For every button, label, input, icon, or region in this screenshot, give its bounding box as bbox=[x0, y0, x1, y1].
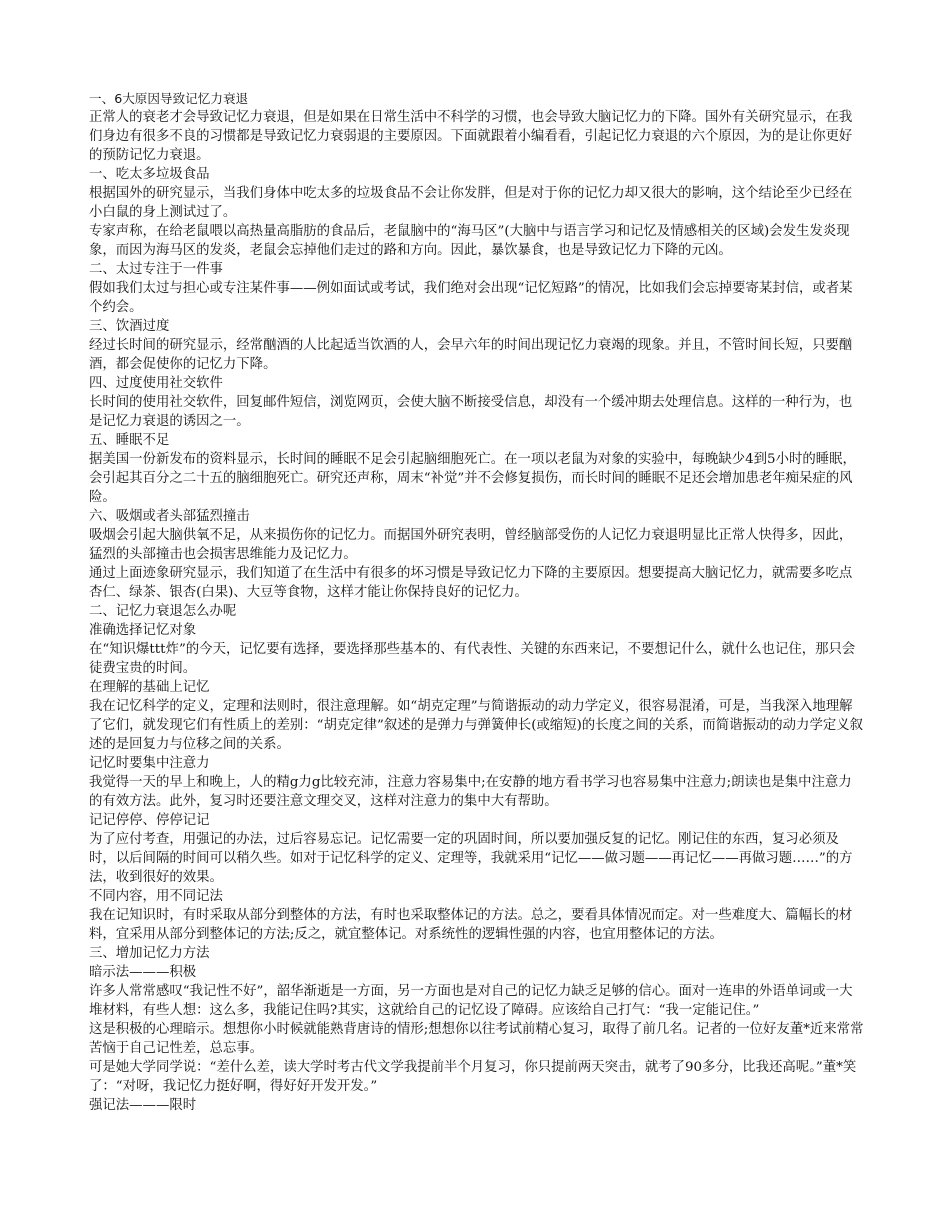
subheading-different-methods: 不同内容，用不同记法 bbox=[89, 889, 223, 904]
intro-paragraph: 正常人的衰老才会导致记忆力衰退，但是如果在日常生活中不科学的习惯，也会导致大脑记忆力的下降。国外有关研究显示，在我们身边有很多不良的习惯都是导致记忆力衰弱退的主要原因。下面就跟着小编看看，引起记忆力衰退的六个原因，为的是让你更好的预防记忆力衰退。 bbox=[89, 110, 853, 163]
paragraph-understanding: 我在记忆科学的定义，定理和法则时，很注意理解。如“胡克定理”与简谐振动的动力学定义，很容易混淆，可是，当我深入地理解了它们，就发现它们有性质上的差别：“胡克定律”叙述的是弹力与弹簧伸长(或缩短)的长度之间的关系，而简谐振动的动力学定义叙述的是回复力与位移之间的关系。 bbox=[89, 699, 864, 752]
paragraph-social-software: 长时间的使用社交软件，回复邮件短信，浏览网页，会使大脑不断接受信息，却没有一个缓冲期去处理信息。这样的一种行为，也是记忆力衰退的诱因之一。 bbox=[89, 395, 853, 429]
paragraph-choose-objects: 在“知识爆ttt炸”的今天，记忆要有选择，要选择那些基本的、有代表性、关键的东西来记，不要想记什么，就什么也记住，那只会徒费宝贵的时间。 bbox=[89, 642, 856, 676]
paragraph-suggestion-2: 这是积极的心理暗示。想想你小时候就能熟背唐诗的情形;想想你以往考试前精心复习，取得了前几名。记者的一位好友董*近来常常苦恼于自己记性差，总忘事。 bbox=[89, 1022, 864, 1056]
subheading-choose-objects: 准确选择记忆对象 bbox=[89, 623, 197, 638]
paragraph-junk-food-1: 根据国外的研究显示，当我们身体中吃太多的垃圾食品不会让你发胖，但是对于你的记忆力却又很大的影响，这个结论至少已经在小白鼠的身上测试过了。 bbox=[89, 186, 853, 220]
paragraph-attention: 我觉得一天的早上和晚上，人的精g力g比较充沛，注意力容易集中;在安静的地方看书学习也容易集中注意力;朗读也是集中注意力的有效方法。此外，复习时还要注意文理交叉，这样对注意力的集中大有帮助。 bbox=[89, 775, 852, 809]
subheading-suggestion: 暗示法———积极 bbox=[89, 965, 197, 980]
subheading-forced-memory: 强记法———限时 bbox=[89, 1098, 197, 1113]
subheading-understanding: 在理解的基础上记忆 bbox=[89, 680, 210, 695]
document-page bbox=[89, 89, 864, 1115]
paragraph-smoking: 吸烟会引起大脑供氧不足，从来损伤你的记忆力。而据国外研究表明，曾经脑部受伤的人记忆力衰退明显比正常人快得多，因此，猛烈的头部撞击也会损害思维能力及记忆力。 bbox=[89, 528, 853, 562]
paragraph-sleep: 据美国一份新发布的资料显示，长时间的睡眠不足会引起脑细胞死亡。在一项以老鼠为对象的实验中，每晚缺少4到5小时的睡眠，会引起其百分之二十五的脑细胞死亡。研究还声称，周末“补觉”并不会修复损伤，而长时间的睡眠不足还会增加患老年痴呆症的风险。 bbox=[89, 452, 856, 505]
subheading-smoking: 六、吸烟或者头部猛烈撞击 bbox=[89, 509, 250, 524]
subheading-focus: 二、太过专注于一件事 bbox=[89, 262, 223, 277]
subheading-sleep: 五、睡眠不足 bbox=[89, 433, 170, 448]
section-heading-methods: 三、增加记忆力方法 bbox=[89, 946, 210, 961]
subheading-social-software: 四、过度使用社交软件 bbox=[89, 376, 223, 391]
subheading-repetition: 记记停停、停停记记 bbox=[89, 813, 210, 828]
section-heading-remedies: 二、记忆力衰退怎么办呢 bbox=[89, 604, 237, 619]
paragraph-repetition: 为了应付考查，用强记的办法，过后容易忘记。记忆需要一定的巩固时间，所以要加强反复的记忆。刚记住的东西，复习必须及时，以后间隔的时间可以稍久些。如对于记忆科学的定义、定理等，我就采用“记忆——做习题——再记忆——再做习题……”的方法，收到很好的效果。 bbox=[89, 832, 853, 885]
paragraph-focus: 假如我们太过与担心或专注某件事——例如面试或考试，我们绝对会出现“记忆短路”的情况，比如我们会忘掉要寄某封信，或者某个约会。 bbox=[89, 281, 853, 315]
paragraph-summary: 通过上面迹象研究显示，我们知道了在生活中有很多的坏习惯是导致记忆力下降的主要原因。想要提高大脑记忆力，就需要多吃点杏仁、绿茶、银杏(白果)、大豆等食物，这样才能让你保持良好的记忆力。 bbox=[89, 566, 853, 600]
subheading-alcohol: 三、饮酒过度 bbox=[89, 319, 170, 334]
subheading-attention: 记忆时要集中注意力 bbox=[89, 756, 210, 771]
section-heading-causes: 一、6大原因导致记忆力衰退 bbox=[89, 91, 249, 106]
paragraph-alcohol: 经过长时间的研究显示，经常酗酒的人比起适当饮酒的人，会早六年的时间出现记忆力衰竭的现象。并且，不管时间长短，只要酗酒，都会促使你的记忆力下降。 bbox=[89, 338, 853, 372]
paragraph-different-methods: 我在记知识时，有时采取从部分到整体的方法，有时也采取整体记的方法。总之，要看具体情况而定。对一些难度大、篇幅长的材料，宜采用从部分到整体记的方法;反之，就宜整体记。对系统性的逻辑性强的内容，也宜用整体记的方法。 bbox=[89, 908, 853, 942]
paragraph-suggestion-1: 许多人常常感叹“我记性不好”，韶华渐逝是一方面，另一方面也是对自己的记忆力缺乏足够的信心。面对一连串的外语单词或一大堆材料，有些人想：这么多，我能记住吗?其实，这就给自己的记忆设了障碍。应该给自己打气：“我一定能记住。” bbox=[89, 984, 853, 1018]
paragraph-junk-food-2: 专家声称，在给老鼠喂以高热量高脂肪的食品后，老鼠脑中的“海马区”(大脑中与语言学习和记忆及情感相关的区域)会发生发炎现象，而因为海马区的发炎，老鼠会忘掉他们走过的路和方向。因此，暴饮暴食，也是导致记忆力下降的元凶。 bbox=[89, 224, 850, 258]
subheading-junk-food: 一、吃太多垃圾食品 bbox=[89, 167, 210, 182]
paragraph-suggestion-3: 可是她大学同学说：“差什么差，读大学时考古代文学我提前半个月复习，你只提前两天突击，就考了90多分，比我还高呢。”董*笑了：“对呀，我记忆力挺好啊，得好好开发开发。” bbox=[89, 1060, 857, 1094]
